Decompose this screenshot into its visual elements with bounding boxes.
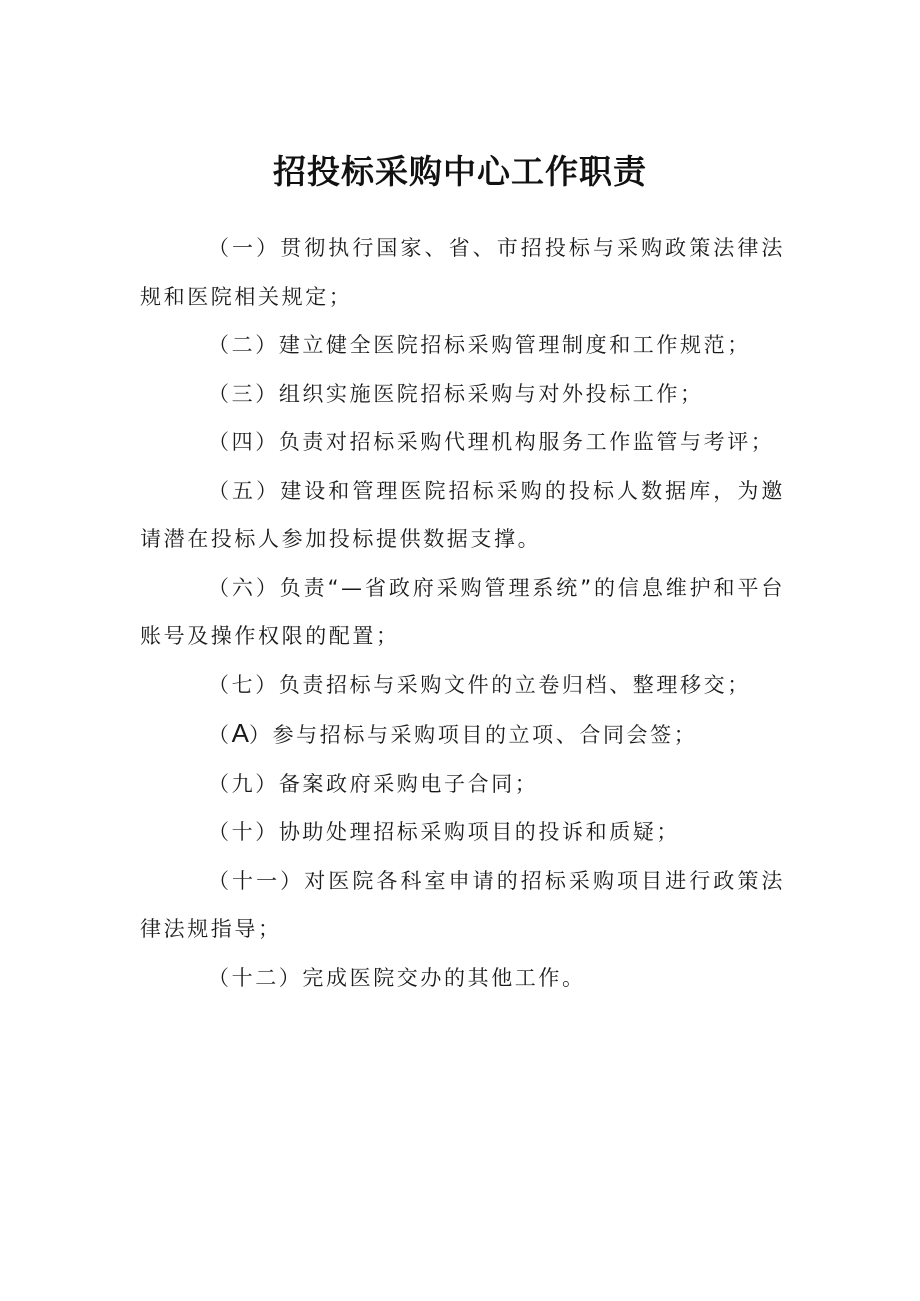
duty-number-latin: A (231, 718, 249, 748)
duty-item (140, 661, 785, 710)
duty-item (140, 760, 785, 809)
duty-text: 参与招标与采购项目的立项、合同会签； (272, 723, 698, 747)
duty-item (140, 467, 785, 564)
duty-item (140, 370, 785, 419)
duty-text: 对医院各科室申请的招标采购项目进行政策法律法规指导； (140, 868, 785, 941)
duty-number: （十二） (208, 965, 303, 990)
document-title: 招投标采购中心工作职责 (273, 152, 647, 191)
duty-item (140, 321, 785, 370)
duty-number: （十） (208, 820, 279, 844)
duty-number-close: ） (248, 723, 273, 747)
duty-text: 负责对招标采购代理机构服务工作监管与考评； (278, 430, 775, 454)
duty-number: （三） (208, 381, 279, 406)
duty-number: （四） (208, 430, 279, 454)
duty-number: （十一） (208, 868, 305, 893)
duty-item (140, 808, 785, 857)
duty-item (140, 857, 785, 954)
duty-number: （二） (208, 333, 279, 357)
duty-text: 负责招标与采购文件的立卷归档、整理移交； (278, 672, 751, 697)
duty-text: 建立健全医院招标采购管理制度和工作规范； (278, 333, 751, 357)
duty-item (140, 564, 785, 661)
duty-number: （五） (208, 478, 281, 503)
duty-number: （七） (208, 672, 279, 697)
duty-text: 组织实施医院招标采购与对外投标工作； (278, 381, 704, 406)
duty-text: 备案政府采购电子合同； (278, 771, 539, 796)
duty-text: 完成医院交办的其他工作。 (302, 965, 586, 990)
duty-item (140, 709, 785, 760)
duty-item (140, 224, 785, 321)
duty-number: （一） (208, 236, 281, 260)
document-body (140, 224, 785, 1002)
duty-text: 协助处理招标采购项目的投诉和质疑； (278, 820, 681, 844)
duty-text: 贯彻执行国家、省、市招投标与采购政策法律法规和医院相关规定； (140, 236, 785, 309)
duty-item (140, 418, 785, 467)
duty-number: （九） (208, 771, 279, 796)
duty-number: （六） (208, 575, 280, 600)
duty-text: 负责“—省政府采购管理系统”的信息维护和平台账号及操作权限的配置； (140, 575, 785, 648)
duty-item (140, 954, 785, 1003)
duty-text: 建设和管理医院招标采购的投标人数据库，为邀请潜在投标人参加投标提供数据支撑。 (140, 478, 785, 551)
duty-number-open: （ (208, 723, 232, 747)
